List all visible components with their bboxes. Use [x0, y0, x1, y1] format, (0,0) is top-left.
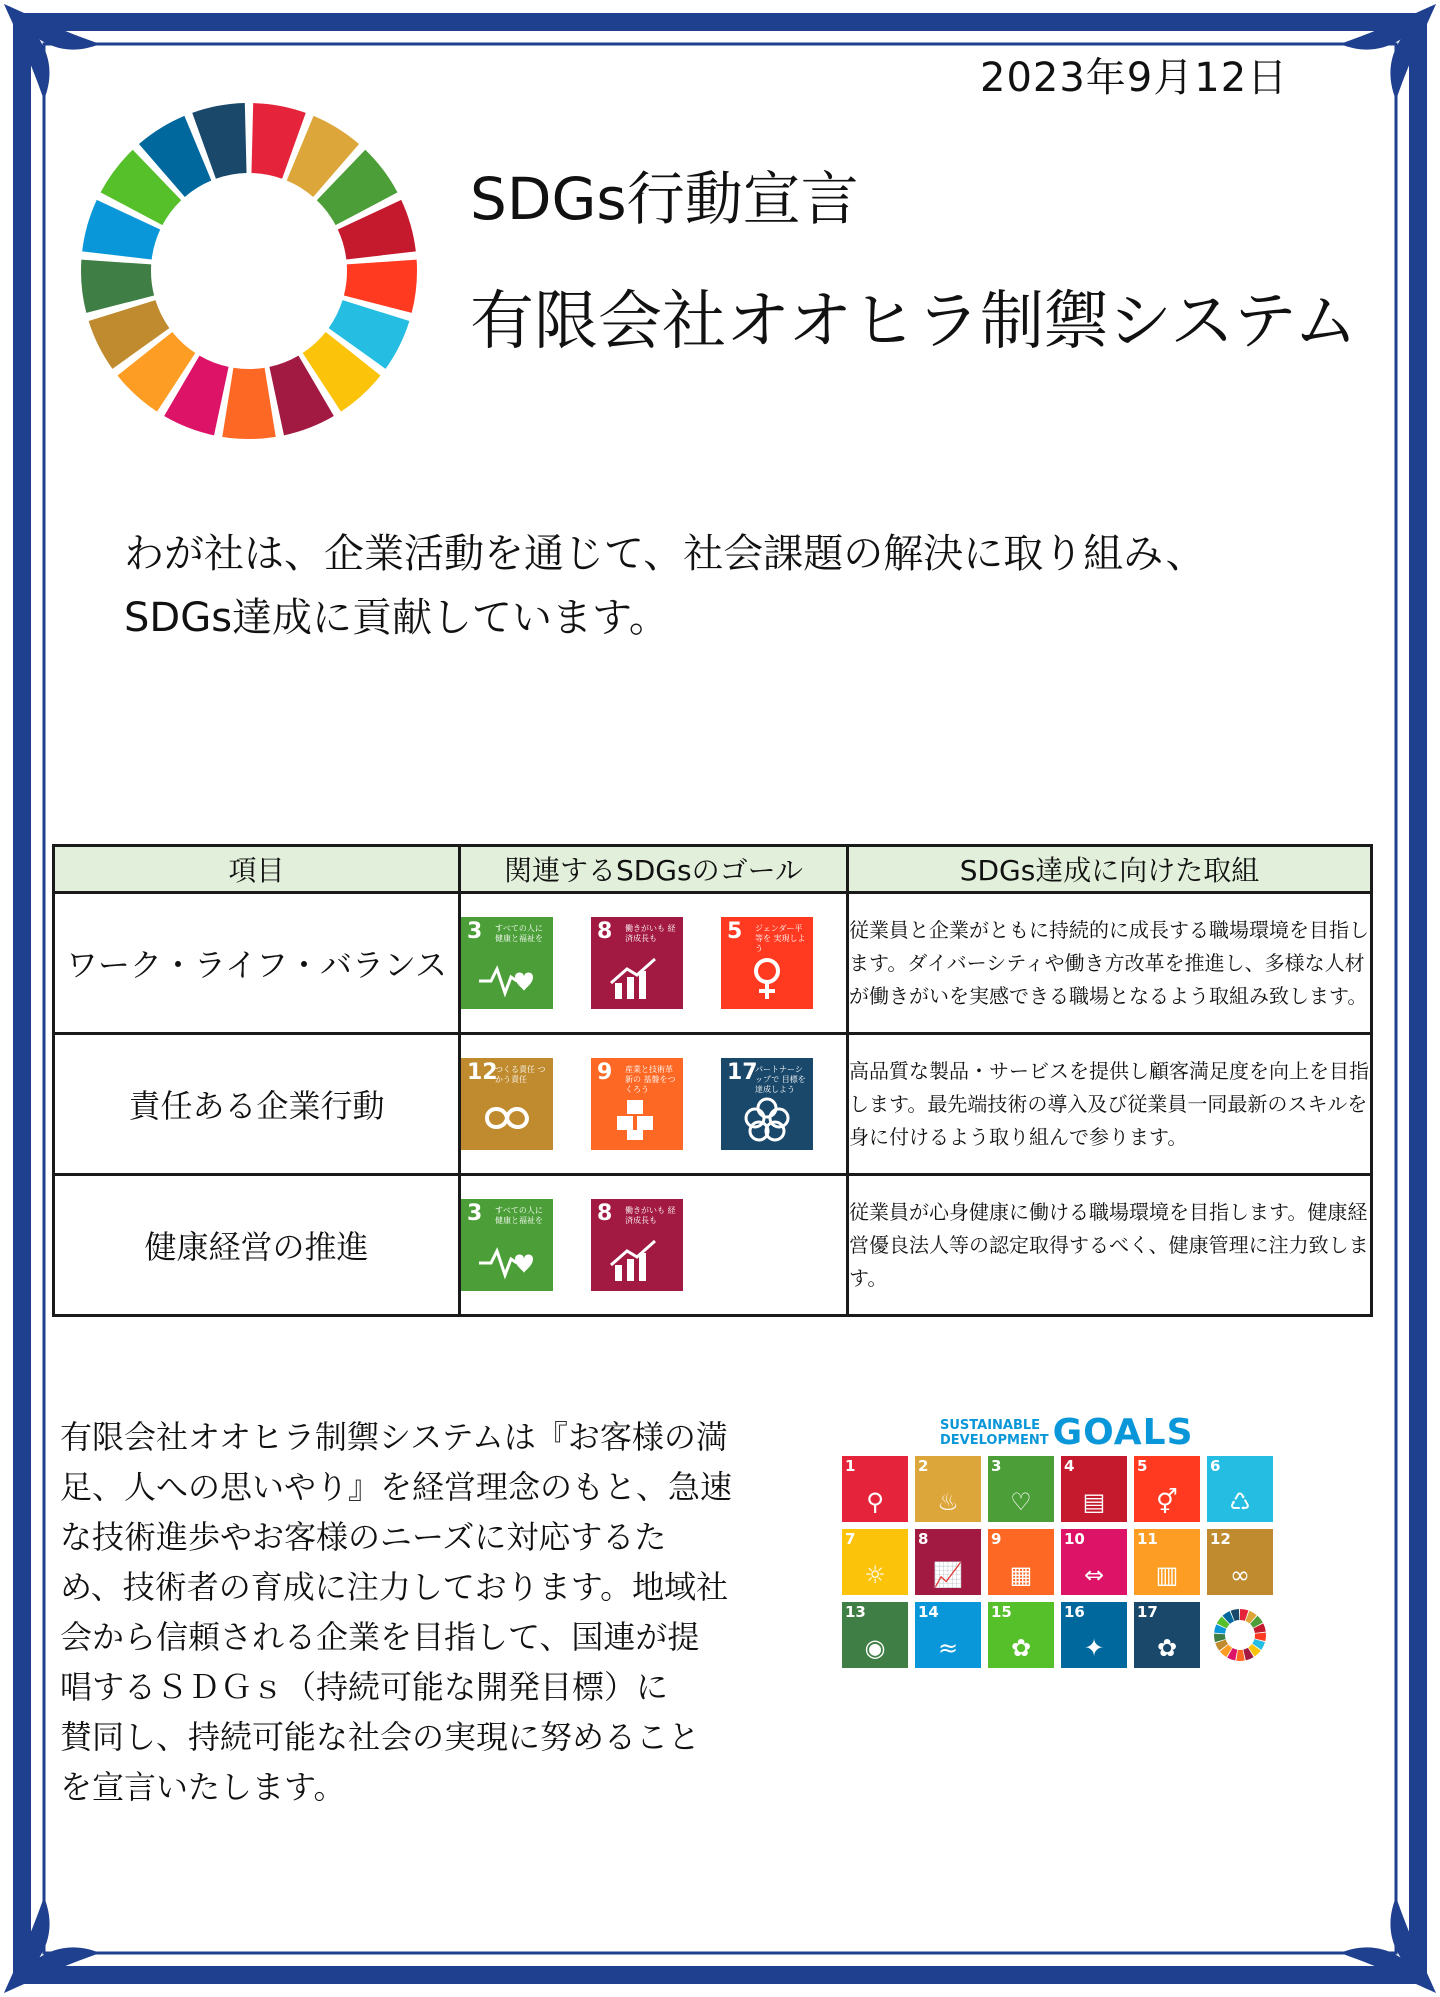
grid-goal-number: 17 — [1137, 1603, 1158, 1621]
goal-number: 3 — [467, 919, 483, 944]
goal-icon: 📈 — [933, 1561, 963, 1589]
grid-goal-6 — [1207, 1456, 1273, 1522]
grid-goal-13 — [842, 1602, 908, 1668]
philosophy-line: を宣言いたします。 — [60, 1768, 346, 1806]
sdg-table — [52, 844, 1373, 1317]
sdg-goal-grid — [842, 1456, 1286, 1668]
cubes-icon — [607, 1096, 667, 1142]
grid-goal-number: 8 — [918, 1530, 929, 1548]
grid-goal-number: 13 — [845, 1603, 866, 1621]
goal-icon: ☼ — [864, 1561, 886, 1589]
goal-label: すべての人に 健康と福祉を — [495, 924, 543, 943]
grid-goal-14 — [915, 1602, 981, 1668]
sdg-goal-9-tile — [591, 1058, 683, 1150]
logo-text: DEVELOPMENT — [940, 1432, 1049, 1448]
goal-icon: ▥ — [1155, 1561, 1179, 1589]
goal-cell — [460, 1034, 848, 1175]
goal-label: すべての人に 健康と福祉を — [495, 1206, 543, 1225]
sdg-goal-12-tile — [461, 1058, 553, 1150]
grid-sdgs-wheel — [1207, 1602, 1273, 1668]
table-row — [54, 1034, 1372, 1175]
goal-icon: ♨ — [937, 1488, 959, 1516]
goal-icon: ✿ — [1010, 1634, 1032, 1662]
statement-line: SDGs達成に貢献しています。 — [124, 595, 669, 641]
goal-number: 3 — [467, 1201, 483, 1226]
goal-number: 12 — [467, 1060, 498, 1085]
grid-goal-number: 3 — [991, 1457, 1002, 1475]
goal-number: 8 — [597, 919, 613, 944]
sdg-goal-3-tile — [461, 917, 553, 1009]
sdgs-wheel-icon — [78, 100, 420, 442]
statement — [124, 522, 1324, 650]
grid-goal-3 — [988, 1456, 1054, 1522]
goal-cell — [460, 1175, 848, 1316]
goal-icon: ◉ — [864, 1634, 886, 1662]
philosophy-line: 唱するＳＤＧｓ（持続可能な開発目標）に — [60, 1668, 669, 1706]
grid-goal-number: 6 — [1210, 1457, 1221, 1475]
grid-goal-number: 11 — [1137, 1530, 1158, 1548]
header-item: 項目 — [54, 846, 460, 893]
philosophy-line: な技術進歩やお客様のニーズに対応するた — [60, 1518, 667, 1556]
goal-label: 働きがいも 経済成長も — [625, 924, 676, 943]
goal-number: 17 — [727, 1060, 758, 1085]
grid-goal-15 — [988, 1602, 1054, 1668]
grid-goal-number: 7 — [845, 1530, 856, 1548]
grid-goal-2 — [915, 1456, 981, 1522]
gender-equality-icon — [737, 955, 797, 1001]
goal-label: 産業と技術革新の 基盤をつくろう — [625, 1065, 676, 1094]
goal-icon: ♺ — [1229, 1488, 1251, 1516]
goal-cell — [460, 893, 848, 1034]
grid-goal-number: 16 — [1064, 1603, 1085, 1621]
grid-goal-number: 10 — [1064, 1530, 1085, 1548]
goal-label: パートナーシップで 目標を達成しよう — [755, 1065, 806, 1094]
statement-line: わが社は、企業活動を通じて、社会課題の解決に取り組み、 — [124, 531, 1206, 577]
grid-goal-7 — [842, 1529, 908, 1595]
grid-goal-number: 15 — [991, 1603, 1012, 1621]
sdgs-logo — [940, 1412, 1194, 1453]
philosophy-line: 有限会社オオヒラ制禦システムは『お客様の満 — [60, 1418, 728, 1456]
grid-goal-number: 2 — [918, 1457, 929, 1475]
grid-goal-16 — [1061, 1602, 1127, 1668]
heartbeat-icon — [477, 955, 537, 1001]
grid-goal-5 — [1134, 1456, 1200, 1522]
goal-icon: ♡ — [1010, 1488, 1032, 1516]
goal-label: つくる責任 つかう責任 — [495, 1065, 546, 1084]
growth-chart-icon — [607, 955, 667, 1001]
grid-goal-number: 14 — [918, 1603, 939, 1621]
goal-number: 9 — [597, 1060, 613, 1085]
heartbeat-icon — [477, 1237, 537, 1283]
header-actions: SDGs達成に向けた取組 — [848, 846, 1372, 893]
grid-goal-number: 12 — [1210, 1530, 1231, 1548]
goal-icon: ✦ — [1083, 1634, 1105, 1662]
logo-goals-text: GOALS — [1052, 1412, 1194, 1453]
philosophy-line: 賛同し、持続可能な社会の実現に努めること — [60, 1718, 701, 1756]
grid-goal-number: 5 — [1137, 1457, 1148, 1475]
goal-icon: ▦ — [1009, 1561, 1033, 1589]
philosophy-text — [60, 1412, 740, 1812]
goal-label: ジェンダー平等を 実現しよう — [755, 924, 806, 953]
grid-goal-11 — [1134, 1529, 1200, 1595]
action-cell: 従業員が心身健康に働ける職場環境を目指します。健康経営優良法人等の認定取得するべく、健康管理に注力致します。 — [848, 1175, 1372, 1316]
wheel-segment — [222, 368, 275, 439]
sdgs-wheel-icon — [1207, 1602, 1273, 1668]
table-row — [54, 893, 1372, 1034]
sdg-goal-8-tile — [591, 1199, 683, 1291]
grid-goal-8 — [915, 1529, 981, 1595]
philosophy-line: 会から信頼される企業を目指して、国連が提 — [60, 1618, 700, 1656]
goal-icon: ✿ — [1156, 1634, 1178, 1662]
goal-icon: ∞ — [1230, 1561, 1250, 1589]
sdg-goal-17-tile — [721, 1058, 813, 1150]
action-cell: 高品質な製品・サービスを提供し顧客満足度を向上を目指します。最先端技術の導入及び従業員一同最新のスキルを身に付けるよう取り組んで参ります。 — [848, 1034, 1372, 1175]
goal-number: 5 — [727, 919, 743, 944]
sdg-goal-3-tile — [461, 1199, 553, 1291]
philosophy-line: め、技術者の育成に注力しております。地域社 — [60, 1568, 729, 1606]
table-row — [54, 1175, 1372, 1316]
flower-rings-icon — [737, 1096, 797, 1142]
grid-goal-number: 9 — [991, 1530, 1002, 1548]
grid-goal-12 — [1207, 1529, 1273, 1595]
goal-icon: ⇔ — [1083, 1561, 1105, 1589]
date: 2023年9月12日 — [980, 55, 1289, 101]
sdg-goal-5-tile — [721, 917, 813, 1009]
grid-goal-number: 4 — [1064, 1457, 1075, 1475]
goal-icon: ⚲ — [866, 1488, 884, 1516]
item-cell: 責任ある企業行動 — [54, 1034, 460, 1175]
company-name: 有限会社オオヒラ制禦システム — [470, 285, 1358, 359]
page-title: SDGs行動宣言 — [470, 165, 859, 233]
sdg-goal-8-tile — [591, 917, 683, 1009]
grid-goal-17 — [1134, 1602, 1200, 1668]
grid-goal-9 — [988, 1529, 1054, 1595]
goal-number: 8 — [597, 1201, 613, 1226]
item-cell: ワーク・ライフ・バランス — [54, 893, 460, 1034]
grid-goal-number: 1 — [845, 1457, 856, 1475]
growth-chart-icon — [607, 1237, 667, 1283]
goal-icon: ≈ — [937, 1634, 959, 1662]
action-cell: 従業員と企業がともに持続的に成長する職場環境を目指します。ダイバーシティや働き方改革を推進し、多様な人材が働きがいを実感できる職場となるよう取組み致します。 — [848, 893, 1372, 1034]
grid-goal-4 — [1061, 1456, 1127, 1522]
grid-goal-1 — [842, 1456, 908, 1522]
grid-goal-10 — [1061, 1529, 1127, 1595]
item-cell: 健康経営の推進 — [54, 1175, 460, 1316]
goal-icon: ▤ — [1082, 1488, 1106, 1516]
header-goals: 関連するSDGsのゴール — [460, 846, 848, 893]
goal-icon: ⚥ — [1156, 1488, 1178, 1516]
goal-label: 働きがいも 経済成長も — [625, 1206, 676, 1225]
logo-text: SUSTAINABLE — [940, 1417, 1041, 1433]
philosophy-line: 足、人への思いやり』を経営理念のもと、急速 — [60, 1468, 733, 1506]
infinity-icon — [477, 1096, 537, 1142]
